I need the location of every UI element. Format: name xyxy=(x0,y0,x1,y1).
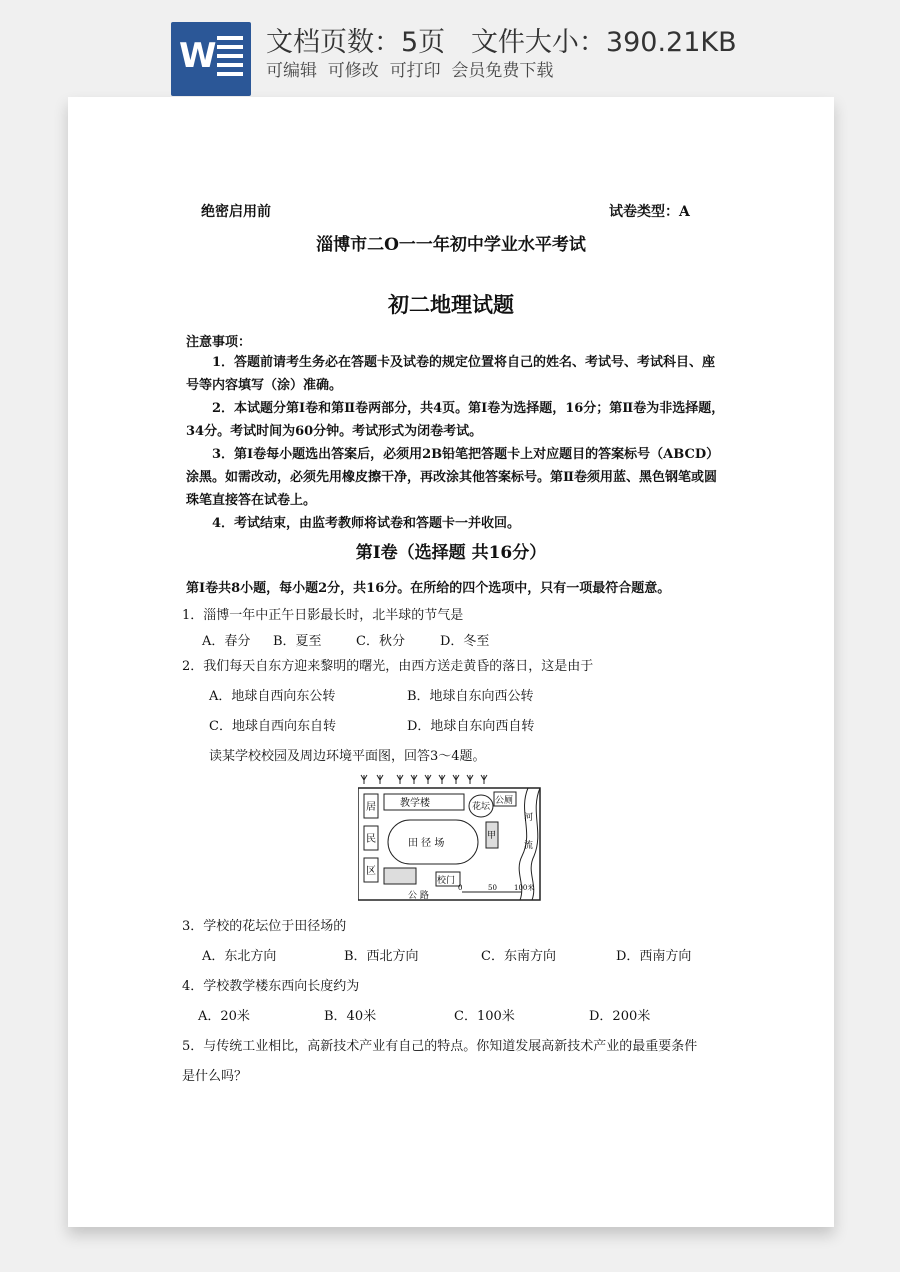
map-label: 教学楼 xyxy=(400,798,430,809)
document-page xyxy=(68,97,834,1227)
q2-option-b: B．地球自东向西公转 xyxy=(407,689,534,704)
q1-option-c: C．秋分 xyxy=(356,634,405,649)
map-read-prompt: 读某学校校园及周边环境平面图，回答3～4题。 xyxy=(209,749,486,764)
campus-map xyxy=(358,772,544,906)
scale-label: 0 xyxy=(458,884,463,892)
question-2-stem: 2．我们每天自东方迎来黎明的曙光，由西方送走黄昏的落日，这是由于 xyxy=(182,659,594,674)
section-title: 第Ⅰ卷（选择题 共16分） xyxy=(355,543,547,563)
q2-option-a: A．地球自西向东公转 xyxy=(209,689,336,704)
question-4-stem: 4．学校教学楼东西向长度约为 xyxy=(182,979,360,994)
q4-option-b: B．40米 xyxy=(324,1009,377,1024)
map-label: 校门 xyxy=(437,876,456,886)
exam-title: 淄博市二O一一年初中学业水平考试 xyxy=(316,235,586,255)
file-size: 文件大小：390.21KB xyxy=(470,27,737,58)
doc-meta xyxy=(266,20,737,59)
map-label: 民 xyxy=(366,834,376,845)
question-5-line1: 5．与传统工业相比，高新技术产业有自己的特点。你知道发展高新技术产业的最重要条件 xyxy=(182,1039,698,1054)
q3-option-d: D．西南方向 xyxy=(616,949,692,964)
map-label: 公 路 xyxy=(408,891,429,901)
map-building xyxy=(384,868,416,884)
map-label: 花坛 xyxy=(472,802,491,812)
map-label: 甲 xyxy=(487,831,497,841)
q1-option-b: B．夏至 xyxy=(273,634,322,649)
tree-row-icons xyxy=(361,775,487,784)
q1-option-a: A．春分 xyxy=(202,634,251,649)
notice-item: 4．考试结束，由监考教师将试卷和答题卡一并收回。 xyxy=(212,516,521,531)
q1-option-d: D．冬至 xyxy=(440,634,490,649)
paper-type: 试卷类型：A xyxy=(609,204,690,220)
feature-list: 可编辑 可修改 可打印 会员免费下载 xyxy=(266,61,554,81)
scale-label: 50 xyxy=(488,884,497,892)
q2-option-d: D．地球自东向西自转 xyxy=(407,719,535,734)
notice-item: 3．第Ⅰ卷每小题选出答案后，必须用2B铅笔把答题卡上对应题目的答案标号（ABCD）涂黑。如需改动，必须先用橡皮擦干净，再改涂其他答案标号。第Ⅱ卷须用蓝、黑色钢笔或圆珠笔直接答在试卷上。 xyxy=(186,447,720,508)
q3-option-b: B．西北方向 xyxy=(344,949,419,964)
question-1-stem: 1．淄博一年中正午日影最长时，北半球的节气是 xyxy=(182,608,464,623)
scale-label: 100米 xyxy=(514,884,535,892)
subject-title: 初二地理试题 xyxy=(388,292,514,317)
word-doc-icon: W xyxy=(171,22,251,96)
q4-option-d: D．200米 xyxy=(589,1009,651,1024)
map-label: 河 xyxy=(524,813,534,823)
download-banner xyxy=(0,0,900,100)
map-label: 区 xyxy=(366,866,376,877)
map-label: 田 径 场 xyxy=(408,838,445,849)
q3-option-c: C．东南方向 xyxy=(481,949,556,964)
map-label: 居 xyxy=(366,802,376,813)
map-label: 流 xyxy=(524,841,534,851)
q4-option-a: A．20米 xyxy=(198,1009,250,1024)
q3-option-a: A．东北方向 xyxy=(202,949,277,964)
page-count: 文档页数：5页 xyxy=(266,27,446,58)
notice-item: 1．答题前请考生务必在答题卡及试卷的规定位置将自己的姓名、考试号、考试科目、座号等内容填写（涂）准确。 xyxy=(186,355,716,393)
question-5-line2: 是什么吗？ xyxy=(182,1069,248,1084)
question-3-stem: 3．学校的花坛位于田径场的 xyxy=(182,919,347,934)
notice-item: 2．本试题分第Ⅰ卷和第Ⅱ卷两部分，共4页。第Ⅰ卷为选择题，16分；第Ⅱ卷为非选择题，34分。考试时间为60分钟。考试形式为闭卷考试。 xyxy=(186,401,725,439)
q2-option-c: C．地球自西向东自转 xyxy=(209,719,336,734)
q4-option-c: C．100米 xyxy=(454,1009,515,1024)
map-label: 公厕 xyxy=(495,796,514,806)
section-instructions: 第Ⅰ卷共8小题，每小题2分，共16分。在所给的四个选项中，只有一项最符合题意。 xyxy=(186,581,671,596)
notice-heading: 注意事项： xyxy=(186,335,252,350)
confidential-label: 绝密启用前 xyxy=(201,204,271,220)
